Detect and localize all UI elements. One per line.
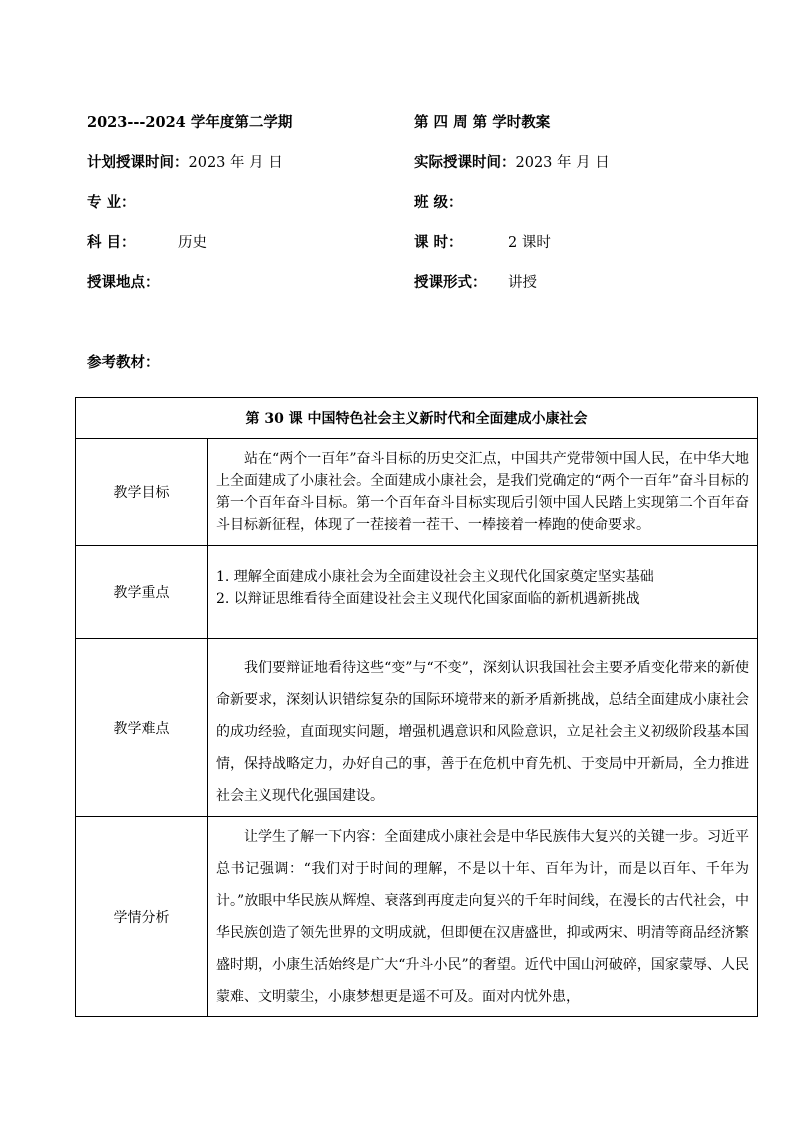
key-point-item: 2. 以辩证思维看待全面建设社会主义现代化国家面临的新机遇新挑战 bbox=[216, 591, 640, 607]
goals-text: 站在“两个一百年”奋斗目标的历史交汇点，中国共产党带领中国人民，在中华大地上全面建成了小康社会。全面建成小康社会，是我们党确定的“两个一百年”奋斗目标的第一个百年奋斗目标。第一个百年奋斗目标实现后引领中国人民踏上实现第二个百年奋斗目标新征程，体现了一茬接着一茬干、一棒接着一棒跑的使命要求。 bbox=[216, 451, 750, 533]
difficult-points-cell bbox=[208, 639, 758, 817]
analysis-label: 学情分析 bbox=[76, 817, 208, 1017]
week-plan-title: 第 四 周 第 学时教案 bbox=[414, 114, 551, 131]
analysis-text: 让学生了解一下内容：全面建成小康社会是中华民族伟大复兴的关键一步。习近平总书记强调：“我们对于时间的理解，不是以十年、百年为计，而是以百年、千年为计。”放眼中华民族从辉煌、衰落到再度走向复兴的千年时间线，在漫长的古代社会，中华民族创造了领先世界的文明成就，但即便在汉唐盛世，抑或两宋、明清等商品经济繁盛时期，小康生活始终是广大“升斗小民”的奢望。近代中国山河破碎，国家蒙辱、人民蒙难、文明蒙尘，小康梦想更是遥不可及。面对内忧外患， bbox=[216, 829, 750, 1005]
difficult-points-text: 我们要辩证地看待这些“变”与“不变”，深刻认识我国社会主要矛盾变化带来的新使命新要求，深刻认识错综复杂的国际环境带来的新矛盾新挑战，总结全面建成小康社会的成功经验，直面现实问题，增强机遇意识和风险意识，立足社会主义初级阶段基本国情，保持战略定力，办好自己的事，善于在危机中育先机、于变局中开新局，全力推进社会主义现代化强国建设。 bbox=[216, 660, 750, 804]
goals-label: 教学目标 bbox=[76, 439, 208, 546]
planned-time bbox=[87, 153, 283, 173]
key-point-item: 1. 理解全面建成小康社会为全面建设社会主义现代化国家奠定坚实基础 bbox=[216, 569, 654, 585]
table-row-key-points bbox=[76, 546, 758, 639]
semester-title: 2023---2024 学年度第二学期 bbox=[87, 114, 293, 131]
textbook-label: 参考教材： bbox=[87, 354, 160, 371]
lesson-plan-table bbox=[75, 397, 758, 1017]
key-points-label: 教学重点 bbox=[76, 546, 208, 639]
actual-time-value: 2023 年 月 日 bbox=[515, 155, 610, 171]
hours-value: 2 课时 bbox=[508, 235, 551, 251]
location-label: 授课地点： bbox=[87, 274, 160, 291]
key-points-cell bbox=[208, 546, 758, 639]
analysis-cell bbox=[208, 817, 758, 1017]
goals-cell bbox=[208, 439, 758, 546]
subject-value: 历史 bbox=[178, 235, 207, 251]
difficult-points-label: 教学难点 bbox=[76, 639, 208, 817]
major-label: 专 业： bbox=[87, 194, 136, 211]
hours-label: 课 时： bbox=[414, 234, 463, 251]
actual-time bbox=[414, 153, 610, 173]
form-value: 讲授 bbox=[508, 275, 537, 291]
class-label: 班 级： bbox=[414, 194, 463, 211]
table-row-analysis bbox=[76, 817, 758, 1017]
table-row-goals bbox=[76, 439, 758, 546]
table-row-difficult-points bbox=[76, 639, 758, 817]
subject-label: 科 目： bbox=[87, 234, 136, 251]
form-label: 授课形式： bbox=[414, 274, 487, 291]
planned-time-value: 2023 年 月 日 bbox=[188, 155, 283, 171]
table-row-title bbox=[76, 398, 758, 439]
planned-time-label: 计划授课时间： bbox=[87, 154, 189, 171]
actual-time-label: 实际授课时间： bbox=[414, 154, 516, 171]
lesson-title: 第 30 课 中国特色社会主义新时代和全面建成小康社会 bbox=[76, 398, 758, 439]
